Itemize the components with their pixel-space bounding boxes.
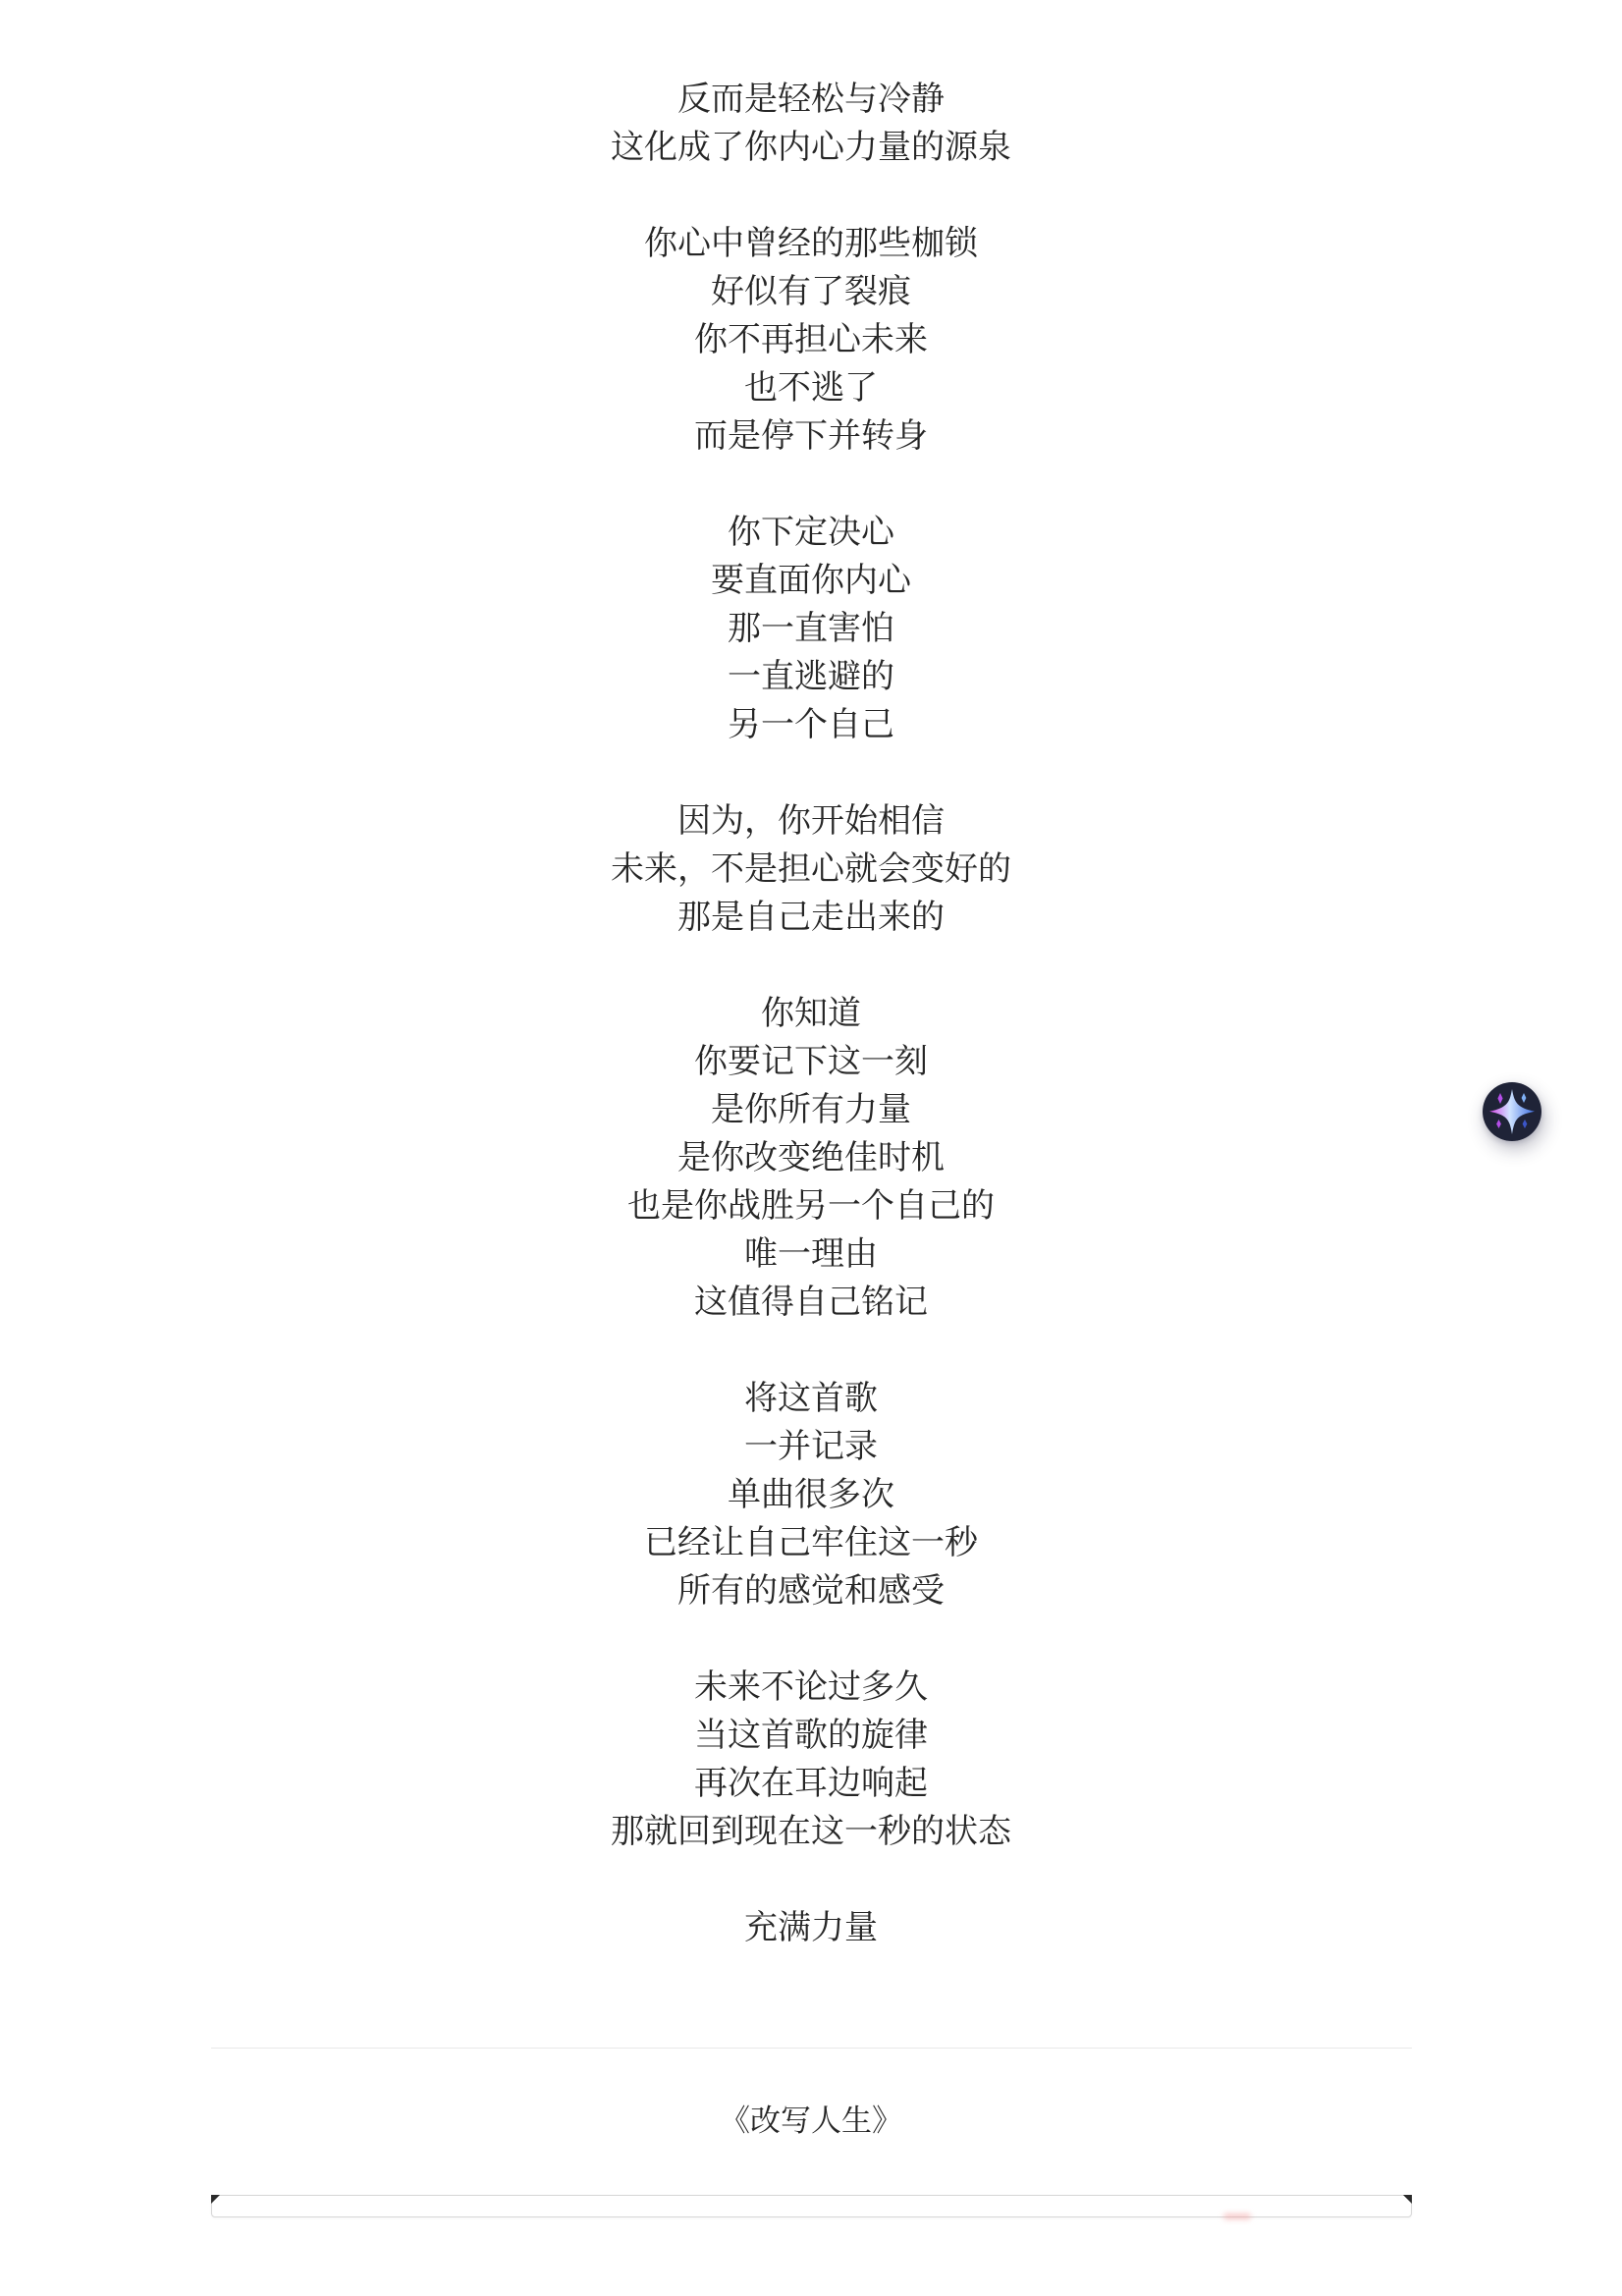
blank-line [211,1327,1412,1375]
lyric-line: 你要记下这一刻 [694,1043,928,1080]
lyric-line: 你知道 [761,995,861,1032]
lyric-line: 这化成了你内心力量的源泉 [611,129,1011,166]
lyric-line: 反而是轻松与冷静 [677,81,945,118]
lyric-line: 未来不论过多久 [694,1668,928,1706]
lyric-line: 再次在耳边响起 [694,1765,928,1802]
lyric-line: 当这首歌的旋律 [694,1717,928,1754]
lyric-line: 也是你战胜另一个自己的 [627,1187,995,1225]
lyric-line: 也不逃了 [744,369,878,407]
blank-line [211,1615,1412,1664]
lyrics-body [211,76,1412,1952]
blank-line [211,1856,1412,1904]
lyric-line: 所有的感觉和感受 [677,1572,945,1610]
blank-line [211,749,1412,797]
lyric-line: 你下定决心 [728,514,894,551]
pink-smudge [1223,2214,1251,2219]
ai-assistant-button[interactable] [1483,1082,1541,1141]
lyric-line: 这值得自己铭记 [694,1284,928,1321]
lyric-line: 是你改变绝佳时机 [677,1139,945,1176]
lyric-line: 那是自己走出来的 [677,899,945,936]
lyric-line: 一直逃避的 [728,658,894,695]
lyric-line: 你不再担心未来 [694,321,928,358]
lyric-line: 你心中曾经的那些枷锁 [644,225,978,262]
lyric-line: 一并记录 [744,1428,878,1465]
lyric-line: 那一直害怕 [728,610,894,647]
sparkle-icon [1483,1082,1541,1141]
blank-line [211,942,1412,990]
blank-line [211,172,1412,220]
lyric-line: 充满力量 [744,1909,878,1946]
lyric-line: 另一个自己 [728,706,894,743]
corner-mark-top-right [1403,2195,1412,2204]
lyric-line: 要直面你内心 [711,562,911,599]
embed-block[interactable] [211,2195,1412,2217]
lyric-line: 是你所有力量 [711,1091,911,1128]
document-page [211,0,1412,2217]
corner-mark-top-left [211,2195,220,2204]
lyric-line: 已经让自己牢住这一秒 [644,1524,978,1561]
lyric-line: 那就回到现在这一秒的状态 [611,1813,1011,1850]
lyric-line: 因为，你开始相信 [677,802,945,840]
lyric-line: 将这首歌 [744,1380,878,1417]
lyric-line: 好似有了裂痕 [711,273,911,310]
section-divider [211,2048,1412,2049]
song-title: 《改写人生》 [720,2104,902,2138]
blank-line [211,461,1412,509]
lyric-line: 唯一理由 [744,1235,878,1273]
lyric-line: 单曲很多次 [728,1476,894,1513]
lyric-line: 而是停下并转身 [694,417,928,455]
lyric-line: 未来，不是担心就会变好的 [611,850,1011,888]
